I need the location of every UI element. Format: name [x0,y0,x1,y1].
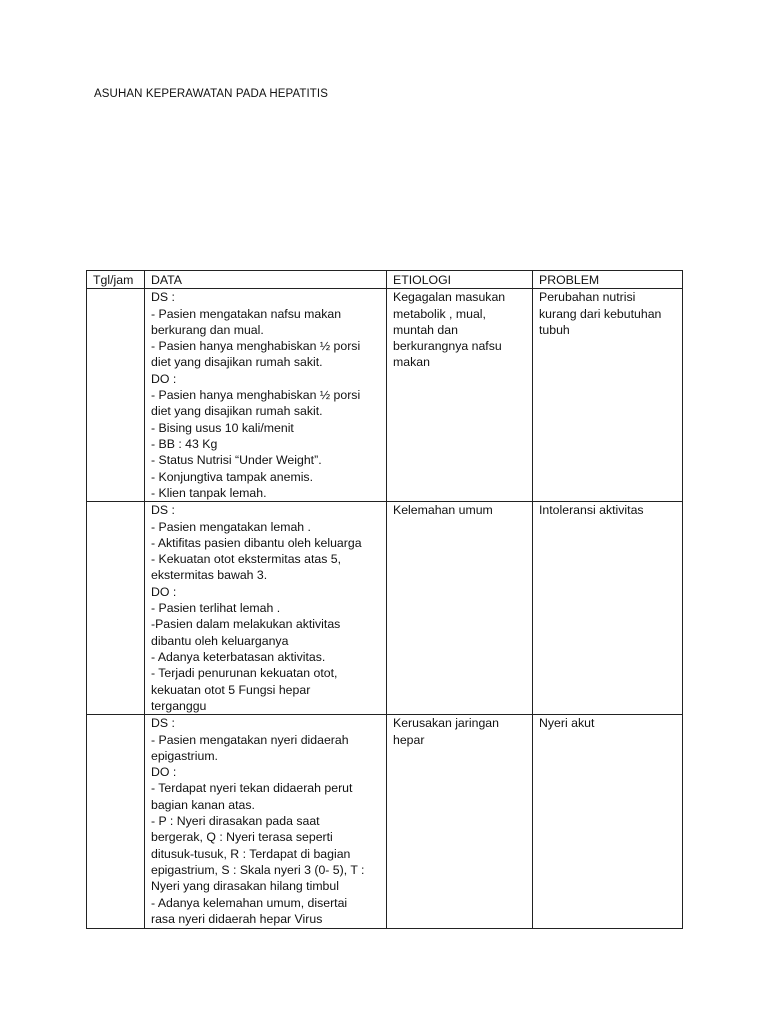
data-line: - Terdapat nyeri tekan didaerah perut [151,781,353,796]
data-line: DS : [151,290,175,305]
data-line: DO : [151,765,177,780]
etiologi-line: Kelemahan umum [393,503,493,518]
data-line: - BB : 43 Kg [151,436,218,451]
problem-line: Nyeri akut [539,716,595,731]
cell-etiologi [387,502,533,715]
data-line: - P : Nyeri dirasakan pada saat [151,814,320,829]
header-tgl-jam: Tgl/jam [87,271,145,289]
data-line: bergerak, Q : Nyeri terasa seperti [151,830,333,845]
data-line: DS : [151,503,175,518]
data-line: - Kekuatan otot ekstermitas atas 5, [151,552,342,567]
etiologi-line: hepar [393,732,425,747]
data-line: epigastrium, S : Skala nyeri 3 (0- 5), T : [151,862,365,877]
etiologi-line: Kegagalan masukan [393,290,506,305]
data-line: - Bising usus 10 kali/menit [151,420,294,435]
data-line: - Pasien mengatakan nafsu makan [151,306,342,321]
data-line: kekuatan otot 5 Fungsi hepar [151,682,311,697]
cell-etiologi [387,289,533,502]
data-line: - Pasien hanya menghabiskan ½ porsi [151,388,361,403]
data-line: DO : [151,371,177,386]
data-line: -Pasien dalam melakukan aktivitas [151,617,341,632]
cell-data [145,502,387,715]
data-line: dibantu oleh keluarganya [151,633,289,648]
data-line: - Status Nutrisi “Under Weight”. [151,453,322,468]
table-row [87,502,683,715]
cell-tgl-jam [87,289,145,502]
problem-line: kurang dari kebutuhan [539,306,662,321]
table-row [87,715,683,929]
cell-problem [533,715,683,929]
data-line: - Terjadi penurunan kekuatan otot, [151,666,338,681]
cell-data [145,715,387,929]
etiologi-line: metabolik , mual, [393,306,486,321]
cell-etiologi [387,715,533,929]
data-line: berkurang dan mual. [151,322,264,337]
cell-problem [533,502,683,715]
data-line: - Adanya keterbatasan aktivitas. [151,649,326,664]
data-line: - Klien tanpak lemah. [151,485,267,500]
header-etiologi: ETIOLOGI [387,271,533,289]
data-line: Nyeri yang dirasakan hilang timbul [151,879,339,894]
cell-problem [533,289,683,502]
problem-line: Intoleransi aktivitas [539,503,644,518]
data-line: terganggu [151,698,207,713]
document-title: ASUHAN KEPERAWATAN PADA HEPATITIS [94,88,328,100]
data-line: - Pasien mengatakan nyeri didaerah [151,732,349,747]
data-line: epigastrium. [151,748,218,763]
etiologi-line: makan [393,355,430,370]
problem-line: tubuh [539,322,570,337]
data-line: ditusuk-tusuk, R : Terdapat di bagian [151,846,351,861]
data-line: DO : [151,584,177,599]
table-header-row [87,271,683,289]
etiologi-line: Kerusakan jaringan [393,716,499,731]
cell-tgl-jam [87,502,145,715]
data-line: diet yang disajikan rumah sakit. [151,355,323,370]
data-line: bagian kanan atas. [151,797,255,812]
cell-data [145,289,387,502]
etiologi-line: berkurangnya nafsu [393,339,502,354]
data-line: - Pasien mengatakan lemah . [151,519,311,534]
data-line: - Konjungtiva tampak anemis. [151,469,313,484]
nursing-care-table [86,270,683,929]
cell-tgl-jam [87,715,145,929]
data-line: - Aktifitas pasien dibantu oleh keluarga [151,535,362,550]
etiologi-line: muntah dan [393,322,458,337]
problem-line: Perubahan nutrisi [539,290,636,305]
data-line: DS : [151,716,175,731]
data-line: - Pasien terlihat lemah . [151,601,281,616]
data-line: diet yang disajikan rumah sakit. [151,404,323,419]
data-line: ekstermitas bawah 3. [151,568,268,583]
data-line: rasa nyeri didaerah hepar Virus [151,911,323,926]
table-row [87,289,683,502]
data-line: - Adanya kelemahan umum, disertai [151,895,348,910]
data-line: - Pasien hanya menghabiskan ½ porsi [151,339,361,354]
header-data: DATA [145,271,387,289]
header-problem: PROBLEM [533,271,683,289]
